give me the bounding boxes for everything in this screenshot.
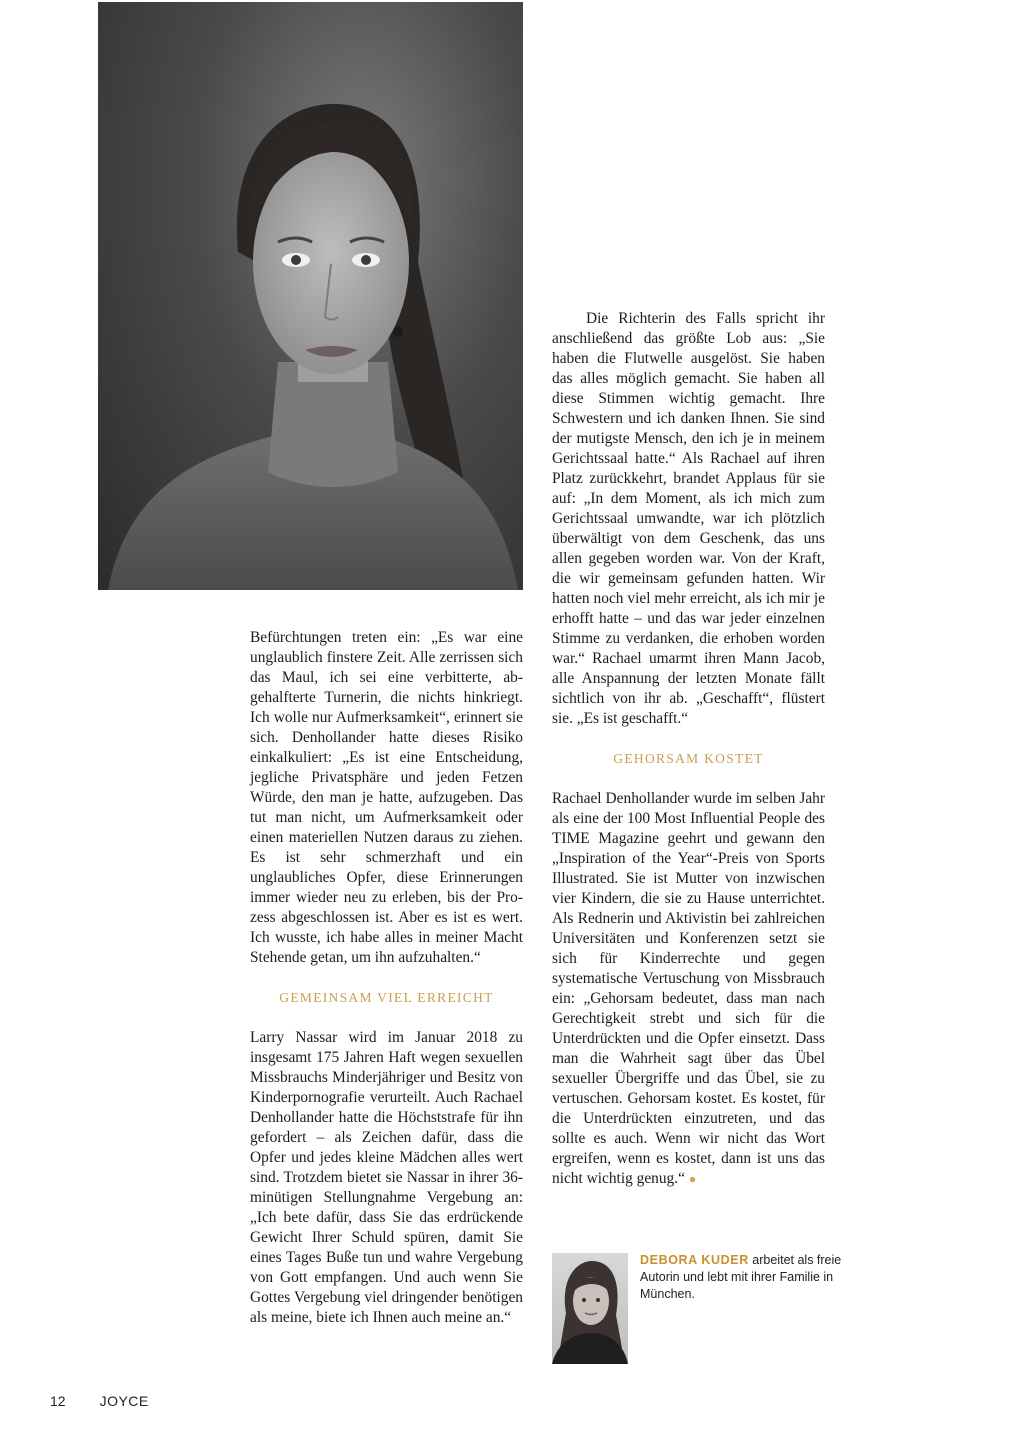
- page-number: 12: [50, 1393, 66, 1409]
- article-column-right: [552, 309, 825, 1189]
- author-bio: [640, 1252, 850, 1303]
- page-footer: [50, 1393, 149, 1409]
- article-column-left: [250, 628, 523, 1328]
- portrait-illustration: [98, 2, 523, 590]
- section-heading: GEHORSAM KOSTET: [613, 751, 764, 766]
- author-illustration: [552, 1253, 628, 1364]
- author-photo: [552, 1253, 628, 1364]
- body-paragraph: Larry Nassar wird im Januar 2018 zu insgesamt 175 Jahren Haft wegen sexuellen Missbrauchs Minderjähriger und Besitz von Kinderpornografie verurteilt. Auch Rachael Denhollander hatte die Höchststrafe für ihn gefordert – als Zeichen dafür, dass die Opfer und jedes kleine Mädchen alles wert sind. Trotzdem bietet sie Nassar in ihrer 36-minütigen Stellungnahme Vergebung an: „Ich bete dafür, dass Sie das erdrückende Gewicht Ihrer Schuld spüren, damit Sie eines Tages Buße tun und wahre Vergebung von Gott empfangen. Und auch wenn Sie Gottes Vergebung viel dringender benötigen als meine, biete ich Ihnen auch meine an.“: [250, 1029, 523, 1326]
- author-name: DEBORA KUDER: [640, 1253, 749, 1267]
- section-heading: GEMEINSAM VIEL ERREICHT: [279, 990, 494, 1005]
- author-bio-text: arbeitet als freie Autorin und lebt mit ihrer Familie in München.: [640, 1253, 842, 1301]
- body-paragraph: Befürchtungen treten ein: „Es war eine unglaublich finstere Zeit. Alle zerrissen sich das Maul, ich sei eine verbitterte, abgehalfterte Turnerin, die nichts hinkriegt. Ich wolle nur Aufmerksamkeit“, erinnert sie sich. Denhollander hatte dieses Risiko einkalkuliert: „Es ist eine Entscheidung, jegliche Privatsphäre und jeden Fetzen Würde, den man je hatte, aufzugeben. Das tut man nicht, um Aufmerksamkeit oder einen materiellen Nutzen daraus zu ziehen. Es ist sehr schmerzhaft und ein unglaubliches Opfer, diese Erinnerungen immer wieder neu zu erleben, bis der Prozess abgeschlossen ist. Aber es ist es wert. Ich wusste, ich habe alles in meiner Macht Stehende getan, um ihn aufzuhalten.“: [250, 629, 523, 966]
- body-paragraph: [552, 789, 825, 1189]
- body-paragraph: Die Richterin des Falls spricht ihr anschließend das größte Lob aus: „Sie haben die Flutwelle ausgelöst. Sie haben das alles möglich gemacht. Sie haben all diese Stimmen wichtig gemacht. Ihre Schwestern und ich danken Ihnen. Sie sind der mutigste Mensch, den ich je in meinem Gerichtssaal hatte.“ Als Rachael auf ihren Platz zurückkehrt, brandet Applaus für sie auf: „In dem Moment, als ich mich zum Gerichtssaal umwandte, war ich plötzlich überwältigt von dem Geschenk, das uns allen gegeben worden war. Von der Kraft, die wir gemeinsam gefunden hatten. Wir hatten noch viel mehr erreicht, als ich mir je erhofft hatte – und das war jeder einzelnen Stimme zu verdanken, die erhoben worden war.“ Rachael umarmt ihren Mann Jacob, alle Anspannung der letzten Monate fällt sichtlich von ihr ab. „Geschafft“, flüstert sie. „Es ist geschafft.“: [552, 310, 825, 727]
- end-mark-icon: ●: [688, 1172, 697, 1186]
- magazine-name: JOYCE: [99, 1393, 149, 1409]
- portrait-photo: [98, 2, 523, 590]
- closing-paragraph-text: Rachael Denhollander wurde im selben Jahr als eine der 100 Most Influential People des TIME Magazine geehrt und gewann den „Inspiration of the Year“-Preis von Sports Illustrated. Sie ist Mutter von inzwischen vier Kindern, die sie zu Hause unterrichtet. Als Rednerin und Aktivistin bei zahlreichen Universitäten und Konferenzen setzt sie sich für Kinderrechte und gegen systematische Vertuschung von Missbrauch ein: „Gehorsam bedeutet, dass man nach Gerechtigkeit strebt und sich für die Unterdrückten und die Opfer einsetzt. Dass man die Wahrheit sagt über das Übel sexueller Übergriffe und das Übel, sie zu vertuschen. Gehorsam kostet. Es kostet, für die Unterdrückten einzutreten, und das sollte es auch. Wenn wir nicht das Wort ergreifen, wenn es kostet, dann ist uns das nicht wichtig genug.“: [552, 790, 825, 1187]
